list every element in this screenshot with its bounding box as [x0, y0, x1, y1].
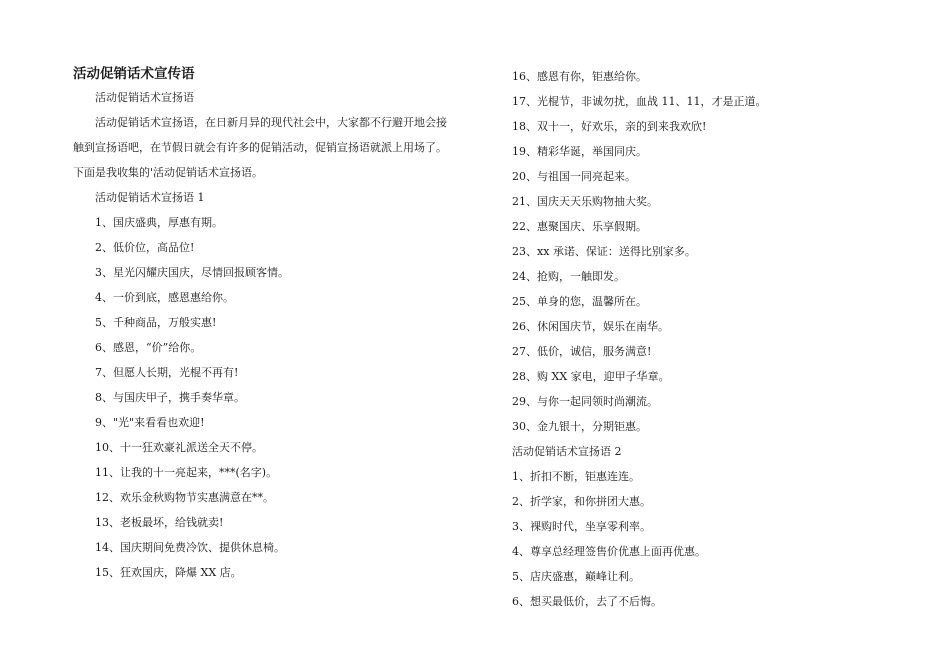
list-item: 2、低价位，高品位! — [95, 241, 195, 254]
intro-line: 触到宣扬语吧，在节假日就会有许多的促销活动，促销宣扬语就派上用场了。 — [73, 141, 447, 154]
slogan-list-section2 — [512, 464, 912, 614]
list-item: 9、"光"来看看也欢迎! — [95, 416, 205, 429]
list-item: 6、感恩，“价”给你。 — [95, 341, 202, 354]
list-item: 21、国庆天天乐购物抽大奖。 — [512, 195, 658, 208]
list-item: 19、精彩华诞，举国同庆。 — [512, 145, 647, 158]
list-item: 1、国庆盛典，厚惠有期。 — [95, 216, 223, 229]
section-heading-1: 活动促销话术宣扬语 1 — [95, 191, 205, 204]
list-item: 26、休闲国庆节，娱乐在南华。 — [512, 320, 669, 333]
list-item: 15、狂欢国庆，降爆 XX 店。 — [95, 566, 242, 579]
subtitle: 活动促销话术宣扬语 — [95, 91, 194, 104]
list-item: 3、裸购时代，坐享零利率。 — [512, 520, 651, 533]
list-item: 2、折学家，和你拼团大惠。 — [512, 495, 651, 508]
list-item: 6、想买最低价，去了不后悔。 — [512, 595, 662, 608]
list-item: 18、双十一，好欢乐，亲的到来我欢欣! — [512, 120, 707, 133]
intro-paragraph — [73, 110, 451, 185]
list-item: 20、与祖国一同亮起来。 — [512, 170, 636, 183]
list-item: 29、与你一起同领时尚潮流。 — [512, 395, 658, 408]
intro-line: 活动促销话术宣扬语，在日新月异的现代社会中，大家都不行避开地会接 — [95, 116, 447, 129]
list-item: 13、老板最坏，给钱就卖! — [95, 516, 224, 529]
list-item: 27、低价，诚信，服务满意! — [512, 345, 652, 358]
slogan-list-left — [73, 210, 473, 585]
list-item: 22、惠聚国庆、乐享假期。 — [512, 220, 647, 233]
list-item: 3、星光闪耀庆国庆，尽情回报顾客情。 — [95, 266, 289, 279]
list-item: 17、光棍节，非诚勿扰，血战 11、11，才是正道。 — [512, 95, 767, 108]
list-item: 24、抢购，一触即发。 — [512, 270, 625, 283]
list-item: 1、折扣不断，钜惠连连。 — [512, 470, 640, 483]
list-item: 4、尊享总经理签售价优惠上面再优惠。 — [512, 545, 706, 558]
list-item: 30、金九银十，分期钜惠。 — [512, 420, 647, 433]
list-item: 16、感恩有你，钜惠给你。 — [512, 70, 647, 83]
section-heading-2: 活动促销话术宣扬语 2 — [512, 445, 622, 458]
list-item: 12、欢乐金秋购物节实惠满意在**。 — [95, 491, 274, 504]
list-item: 28、购 XX 家电，迎甲子华章。 — [512, 370, 670, 383]
list-item: 8、与国庆甲子，携手奏华章。 — [95, 391, 245, 404]
list-item: 25、单身的您，温馨所在。 — [512, 295, 647, 308]
list-item: 14、国庆期间免费冷饮、提供休息椅。 — [95, 541, 285, 554]
list-item: 23、xx 承诺、保证：送得比别家多。 — [512, 245, 696, 258]
intro-line: 下面是我收集的'活动促销话术宣扬语。 — [73, 166, 264, 179]
right-column — [512, 64, 912, 614]
left-column — [73, 64, 473, 585]
list-item: 11、让我的十一亮起来，***(名字)。 — [95, 466, 278, 479]
list-item: 4、一价到底，感恩惠给你。 — [95, 291, 234, 304]
list-item: 5、店庆盛惠，巅峰让利。 — [512, 570, 640, 583]
list-item: 5、千种商品，万般实惠! — [95, 316, 217, 329]
list-item: 10、十一狂欢豪礼派送全天不停。 — [95, 441, 263, 454]
slogan-list-right — [512, 64, 912, 439]
page-title: 活动促销话术宣传语 — [73, 66, 195, 82]
list-item: 7、但愿人长期，光棍不再有! — [95, 366, 239, 379]
